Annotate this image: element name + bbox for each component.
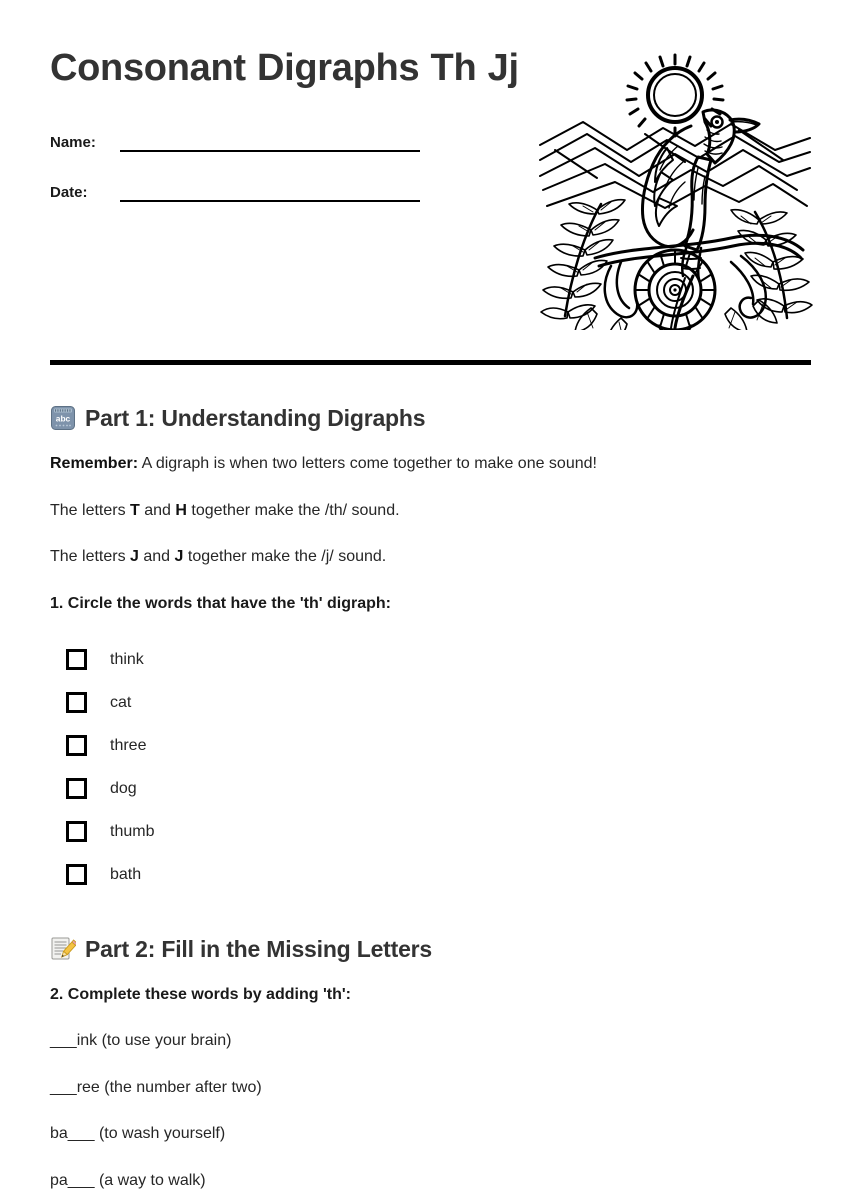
list-item[interactable] [66, 767, 810, 810]
word-label: three [110, 736, 147, 754]
fill-in-blank-item[interactable]: ___ree (the number after two) [50, 1078, 262, 1096]
worksheet-header [0, 0, 860, 346]
part-2-heading-row [50, 936, 810, 962]
fill-in-blank-item[interactable]: ___ink (to use your brain) [50, 1031, 232, 1049]
word-label: thumb [110, 822, 155, 840]
remember-label: Remember: [50, 455, 139, 472]
title-block [50, 46, 520, 202]
rule-jj-line [50, 546, 810, 568]
word-checkbox[interactable] [66, 821, 87, 842]
list-item[interactable] [66, 724, 810, 767]
word-label: think [110, 650, 144, 668]
rule-th-prefix: The letters [50, 501, 131, 519]
sunflower-icon [635, 250, 715, 330]
list-item[interactable] [66, 638, 810, 681]
part-2-title: Part 2: Fill in the Missing Letters [85, 935, 433, 962]
header-illustration [535, 50, 815, 330]
rule-jj-mid: and [138, 548, 175, 566]
list-item[interactable] [66, 853, 810, 896]
part-2-section [0, 936, 860, 1191]
word-checkbox[interactable] [66, 864, 87, 885]
date-input-line[interactable] [120, 200, 420, 202]
question-1-prompt: 1. Circle the words that have the 'th' digraph: [50, 594, 391, 612]
list-item[interactable] [66, 681, 810, 724]
remember-text: A digraph is when two letters come together to make one sound! [138, 455, 597, 472]
part-1-heading-row [50, 405, 810, 431]
rule-jj-suffix: together make the /j/ sound. [183, 548, 387, 566]
list-item[interactable] [66, 810, 810, 853]
sun-icon [627, 55, 723, 136]
date-field-row [50, 172, 520, 202]
word-checkbox-list [50, 638, 810, 896]
svg-text:abc: abc [55, 413, 71, 424]
word-label: cat [110, 693, 132, 711]
rule-jj-prefix: The letters [50, 548, 131, 566]
fill-in-blank-item[interactable]: ba___ (to wash yourself) [50, 1125, 226, 1143]
rule-th-letter-t: T [130, 501, 140, 519]
memo-pencil-icon [50, 936, 76, 962]
page-title: Consonant Digraphs Th Jj [50, 47, 519, 89]
rule-th-mid: and [139, 501, 176, 519]
header-divider [50, 360, 811, 365]
word-label: bath [110, 865, 142, 883]
question-2-prompt: 2. Complete these words by adding 'th': [50, 986, 351, 1004]
name-field-row [50, 122, 520, 152]
name-input-line[interactable] [120, 150, 420, 152]
fill-in-blank-list [50, 1030, 810, 1191]
name-label: Name: [50, 133, 96, 151]
word-checkbox[interactable] [66, 735, 87, 756]
date-label: Date: [50, 183, 88, 201]
rule-th-letter-h: H [175, 501, 187, 519]
word-label: dog [110, 779, 137, 797]
fill-in-blank-item[interactable]: pa___ (a way to walk) [50, 1171, 206, 1189]
part-1-section [0, 405, 860, 896]
remember-line [50, 453, 810, 475]
rule-jj-letter-j1: J [130, 548, 139, 566]
rule-th-line [50, 500, 810, 522]
word-checkbox[interactable] [66, 649, 87, 670]
word-checkbox[interactable] [66, 692, 87, 713]
fern-right [731, 210, 812, 318]
word-checkbox[interactable] [66, 778, 87, 799]
abc-input-symbol-icon [50, 405, 76, 431]
fern-left [541, 200, 625, 319]
rule-th-suffix: together make the /th/ sound. [186, 501, 400, 519]
part-1-title: Part 1: Understanding Digraphs [85, 404, 426, 431]
rule-jj-letter-j2: J [174, 548, 184, 566]
